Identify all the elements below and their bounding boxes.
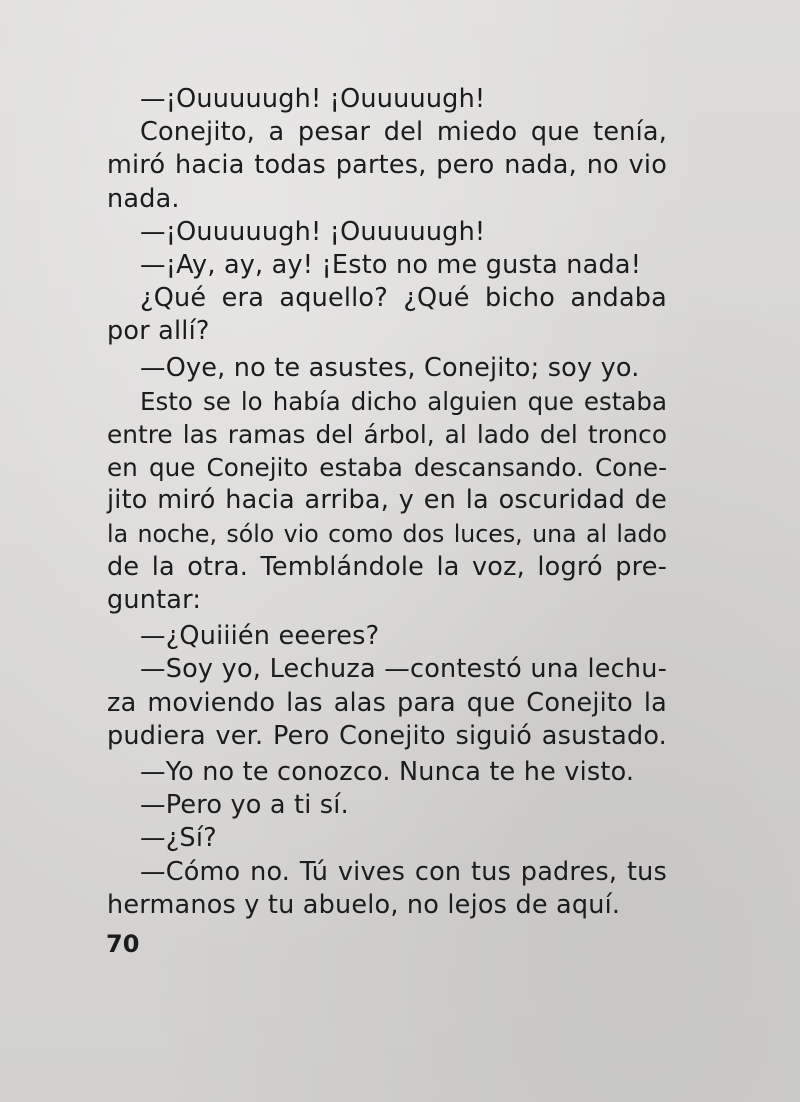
text-line: —¿Quiiién eeeres? (140, 621, 380, 652)
text-line: —Oye, no te asustes, Conejito; soy yo. (140, 352, 640, 383)
text-line: entre las ramas del árbol, al lado del tronco (107, 420, 667, 450)
text-line: —Soy yo, Lechuza —contestó una lechu- (140, 654, 667, 685)
text-line: la noche, sólo vio como dos luces, una al lado (107, 519, 667, 548)
text-line: —Pero yo a ti sí. (140, 790, 349, 821)
page-number: 70 (106, 930, 140, 958)
text-line: —¡Ouuuuugh! ¡Ouuuuugh! (140, 84, 486, 114)
text-line: guntar: (107, 585, 202, 616)
text-line: ¿Qué era aquello? ¿Qué bicho andaba (140, 283, 667, 314)
text-line: de la otra. Temblándole la voz, logró pre- (107, 551, 667, 582)
text-line: Esto se lo había dicho alguien que estaba (140, 386, 667, 416)
text-line: hermanos y tu abuelo, no lejos de aquí. (107, 889, 621, 920)
text-line: por allí? (107, 316, 210, 347)
page-body-text (107, 83, 667, 922)
text-line: —¡Ouuuuugh! ¡Ouuuuugh! (140, 216, 486, 247)
text-line: pudiera ver. Pero Conejito siguió asustado. (107, 720, 667, 751)
text-line: miró hacia todas partes, pero nada, no vio (107, 150, 667, 181)
text-line: —Cómo no. Tú vives con tus padres, tus (140, 856, 667, 887)
text-line: nada. (107, 183, 180, 214)
text-line: jito miró hacia arriba, y en la oscuridad de (107, 485, 667, 516)
text-line: en que Conejito estaba descansando. Cone- (107, 453, 667, 483)
text-line: —¿Sí? (140, 823, 217, 854)
text-line: —¡Ay, ay, ay! ¡Esto no me gusta nada! (140, 250, 642, 281)
text-line: —Yo no te conozco. Nunca te he visto. (140, 757, 635, 788)
text-line: za moviendo las alas para que Conejito la (107, 687, 667, 718)
text-line: Conejito, a pesar del miedo que tenía, (140, 117, 667, 148)
